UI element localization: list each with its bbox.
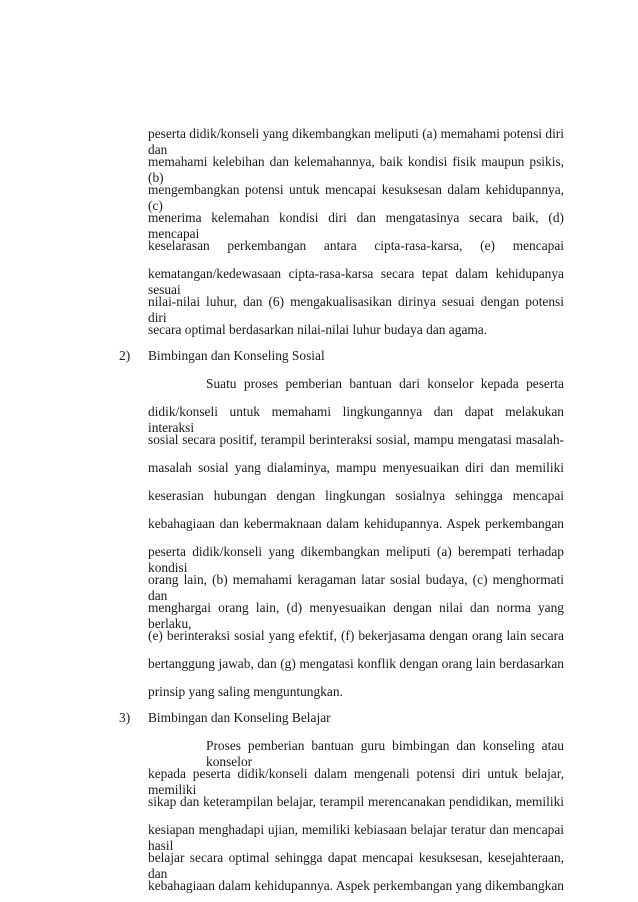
body-line: menghargai orang lain, (d) menyesuaikan dengan nilai dan norma yang berlaku, — [148, 600, 564, 631]
body-line: orang lain, (b) memahami keragaman latar sosial budaya, (c) menghormati dan — [148, 572, 564, 603]
body-line: prinsip yang saling menguntungkan. — [148, 684, 343, 699]
body-line: keselarasan perkembangan antara cipta-rasa-karsa, (e) mencapai — [148, 238, 564, 253]
body-line: mengembangkan potensi untuk mencapai kesuksesan dalam kehidupannya, (c) — [148, 182, 564, 213]
body-line: kesiapan menghadapi ujian, memiliki kebiasaan belajar teratur dan mencapai hasil — [148, 822, 564, 853]
body-line: sikap dan keterampilan belajar, terampil merencanakan pendidikan, memiliki — [148, 794, 564, 809]
body-line: kematangan/kedewasaan cipta-rasa-karsa secara tepat dalam kehidupanya sesuai — [148, 266, 564, 297]
list-number: 3) — [119, 710, 131, 725]
body-line: bertanggung jawab, dan (g) mengatasi konflik dengan orang lain berdasarkan — [148, 656, 564, 671]
body-line: kebahagiaan dan kebermaknaan dalam kehidupannya. Aspek perkembangan — [148, 516, 564, 531]
body-line: sosial secara positif, terampil berinteraksi sosial, mampu mengatasi masalah- — [148, 432, 564, 447]
body-line: masalah sosial yang dialaminya, mampu menyesuaikan diri dan memiliki — [148, 460, 564, 475]
body-line: didik/konseli untuk memahami lingkungannya dan dapat melakukan interaksi — [148, 404, 564, 435]
body-line: kepada peserta didik/konseli dalam mengenali potensi diri untuk belajar, memiliki — [148, 766, 564, 797]
body-line: peserta didik/konseli yang dikembangkan meliputi (a) memahami potensi diri dan — [148, 126, 564, 157]
list-number: 2) — [119, 348, 131, 363]
body-line: menerima kelemahan kondisi diri dan mengatasinya secara baik, (d) mencapai — [148, 210, 564, 241]
body-line: (e) berinteraksi sosial yang efektif, (f) bekerjasama dengan orang lain secara — [148, 628, 564, 643]
section-heading: Bimbingan dan Konseling Sosial — [148, 348, 325, 363]
body-line: peserta didik/konseli yang dikembangkan meliputi (a) berempati terhadap kondisi — [148, 544, 564, 575]
body-line: Suatu proses pemberian bantuan dari konselor kepada peserta — [206, 376, 564, 391]
body-line: memahami kelebihan dan kelemahannya, baik kondisi fisik maupun psikis, (b) — [148, 154, 564, 185]
body-line: kebahagiaan dalam kehidupannya. Aspek perkembangan yang dikembangkan — [148, 878, 564, 893]
body-line: Proses pemberian bantuan guru bimbingan dan konseling atau konselor — [206, 738, 564, 769]
section-heading: Bimbingan dan Konseling Belajar — [148, 710, 331, 725]
body-line: nilai-nilai luhur, dan (6) mengakualisasikan dirinya sesuai dengan potensi diri — [148, 294, 564, 325]
body-line: keserasian hubungan dengan lingkungan sosialnya sehingga mencapai — [148, 488, 564, 503]
body-line: secara optimal berdasarkan nilai-nilai luhur budaya dan agama. — [148, 322, 488, 337]
body-line: belajar secara optimal sehingga dapat mencapai kesuksesan, kesejahteraan, dan — [148, 850, 564, 881]
